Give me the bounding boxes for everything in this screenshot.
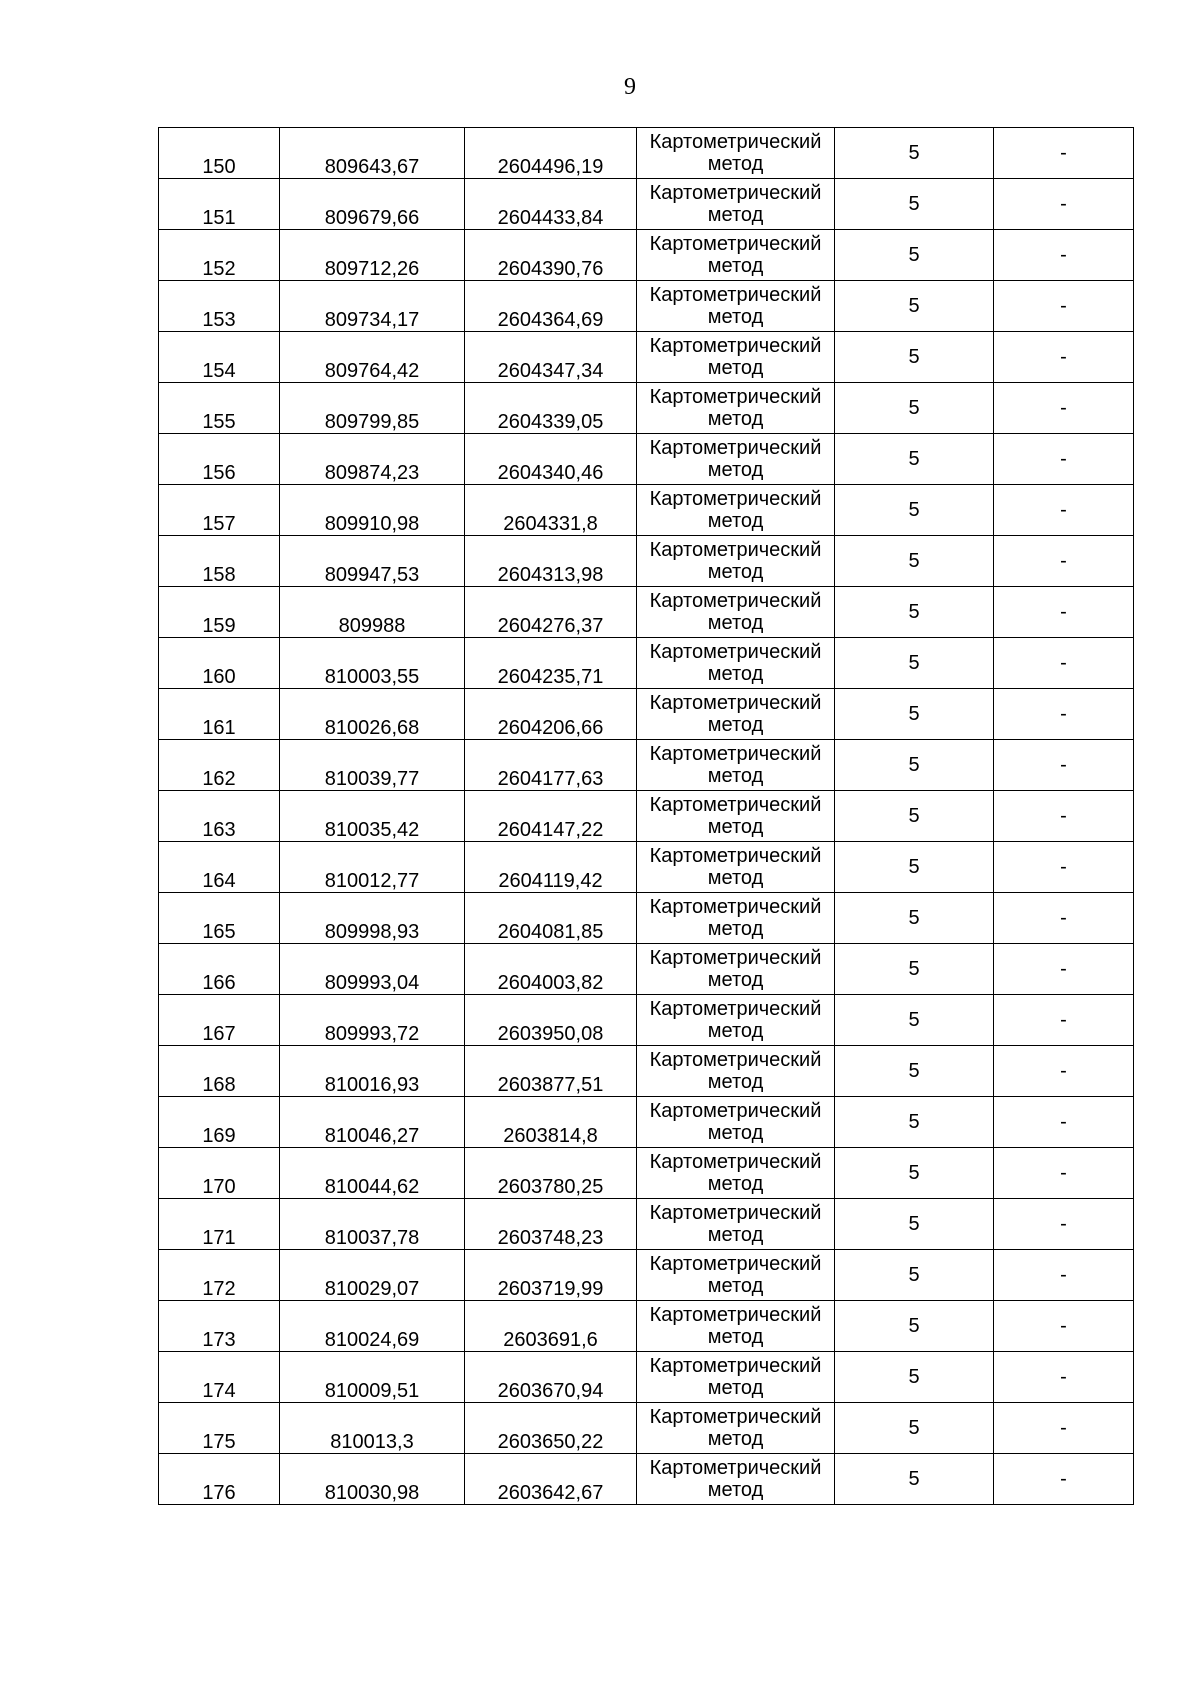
method-line-1: Картометрический [649, 1457, 822, 1479]
method-line-1: Картометрический [649, 641, 822, 663]
description-cell: - [994, 944, 1134, 995]
x-coordinate-cell: 810044,62 [280, 1148, 465, 1199]
point-number-cell: 167 [159, 995, 280, 1046]
method-line-1: Картометрический [649, 1253, 822, 1275]
description-cell: - [994, 1250, 1134, 1301]
y-coordinate-cell: 2603950,08 [465, 995, 637, 1046]
x-coordinate-cell: 810026,68 [280, 689, 465, 740]
table-row [159, 944, 1134, 995]
y-coordinate-cell: 2603748,23 [465, 1199, 637, 1250]
y-coordinate-cell: 2604390,76 [465, 230, 637, 281]
table-row [159, 1403, 1134, 1454]
description-cell: - [994, 995, 1134, 1046]
x-coordinate-cell: 810029,07 [280, 1250, 465, 1301]
method-line-2: метод [707, 1428, 764, 1450]
table-row [159, 1097, 1134, 1148]
accuracy-cell: 5 [835, 740, 994, 791]
x-coordinate-cell: 809734,17 [280, 281, 465, 332]
method-line-1: Картометрический [649, 182, 822, 204]
method-cell [637, 536, 835, 587]
method-cell [637, 638, 835, 689]
description-cell: - [994, 1301, 1134, 1352]
method-line-1: Картометрический [649, 692, 822, 714]
x-coordinate-cell: 810003,55 [280, 638, 465, 689]
y-coordinate-cell: 2604081,85 [465, 893, 637, 944]
table-row [159, 485, 1134, 536]
table-row [159, 230, 1134, 281]
page-number: 9 [624, 74, 636, 100]
method-line-2: метод [707, 459, 764, 481]
y-coordinate-cell: 2603877,51 [465, 1046, 637, 1097]
accuracy-cell: 5 [835, 638, 994, 689]
accuracy-cell: 5 [835, 434, 994, 485]
description-cell: - [994, 230, 1134, 281]
accuracy-cell: 5 [835, 1454, 994, 1505]
description-cell: - [994, 842, 1134, 893]
description-cell: - [994, 1454, 1134, 1505]
description-cell: - [994, 638, 1134, 689]
method-cell [637, 1352, 835, 1403]
point-number-cell: 166 [159, 944, 280, 995]
x-coordinate-cell: 809712,26 [280, 230, 465, 281]
x-coordinate-cell: 810016,93 [280, 1046, 465, 1097]
method-cell [637, 893, 835, 944]
method-line-1: Картометрический [649, 539, 822, 561]
accuracy-cell: 5 [835, 1199, 994, 1250]
y-coordinate-cell: 2603650,22 [465, 1403, 637, 1454]
method-line-2: метод [707, 612, 764, 634]
point-number-cell: 170 [159, 1148, 280, 1199]
x-coordinate-cell: 809993,72 [280, 995, 465, 1046]
accuracy-cell: 5 [835, 383, 994, 434]
y-coordinate-cell: 2604433,84 [465, 179, 637, 230]
table-row [159, 1352, 1134, 1403]
method-cell [637, 1148, 835, 1199]
table-row [159, 1199, 1134, 1250]
table-row [159, 1046, 1134, 1097]
description-cell: - [994, 1403, 1134, 1454]
description-cell: - [994, 332, 1134, 383]
method-line-1: Картометрический [649, 998, 822, 1020]
coordinates-table [158, 127, 1134, 1505]
method-line-2: метод [707, 969, 764, 991]
method-line-2: метод [707, 1173, 764, 1195]
method-line-1: Картометрический [649, 896, 822, 918]
method-line-2: метод [707, 1275, 764, 1297]
point-number-cell: 174 [159, 1352, 280, 1403]
x-coordinate-cell: 809993,04 [280, 944, 465, 995]
method-line-1: Картометрический [649, 131, 822, 153]
y-coordinate-cell: 2603719,99 [465, 1250, 637, 1301]
method-cell [637, 1199, 835, 1250]
method-line-2: метод [707, 408, 764, 430]
description-cell: - [994, 281, 1134, 332]
x-coordinate-cell: 810030,98 [280, 1454, 465, 1505]
x-coordinate-cell: 809643,67 [280, 128, 465, 179]
method-cell [637, 179, 835, 230]
description-cell: - [994, 485, 1134, 536]
accuracy-cell: 5 [835, 230, 994, 281]
y-coordinate-cell: 2603814,8 [465, 1097, 637, 1148]
method-cell [637, 1454, 835, 1505]
method-line-2: метод [707, 867, 764, 889]
accuracy-cell: 5 [835, 485, 994, 536]
method-cell [637, 281, 835, 332]
table-row [159, 1148, 1134, 1199]
method-cell [637, 995, 835, 1046]
y-coordinate-cell: 2604147,22 [465, 791, 637, 842]
x-coordinate-cell: 810024,69 [280, 1301, 465, 1352]
method-line-2: метод [707, 204, 764, 226]
method-line-2: метод [707, 1377, 764, 1399]
y-coordinate-cell: 2604119,42 [465, 842, 637, 893]
table-row [159, 128, 1134, 179]
description-cell: - [994, 791, 1134, 842]
y-coordinate-cell: 2603670,94 [465, 1352, 637, 1403]
x-coordinate-cell: 810037,78 [280, 1199, 465, 1250]
accuracy-cell: 5 [835, 1148, 994, 1199]
accuracy-cell: 5 [835, 689, 994, 740]
method-line-1: Картометрический [649, 284, 822, 306]
x-coordinate-cell: 810013,3 [280, 1403, 465, 1454]
method-line-1: Картометрический [649, 335, 822, 357]
y-coordinate-cell: 2603691,6 [465, 1301, 637, 1352]
point-number-cell: 175 [159, 1403, 280, 1454]
point-number-cell: 171 [159, 1199, 280, 1250]
method-cell [637, 434, 835, 485]
method-line-1: Картометрический [649, 1049, 822, 1071]
point-number-cell: 155 [159, 383, 280, 434]
x-coordinate-cell: 809947,53 [280, 536, 465, 587]
method-line-1: Картометрический [649, 1406, 822, 1428]
point-number-cell: 157 [159, 485, 280, 536]
method-line-1: Картометрический [649, 794, 822, 816]
description-cell: - [994, 893, 1134, 944]
method-line-2: метод [707, 1224, 764, 1246]
table-row [159, 995, 1134, 1046]
accuracy-cell: 5 [835, 1097, 994, 1148]
method-line-1: Картометрический [649, 1100, 822, 1122]
table-row [159, 689, 1134, 740]
method-cell [637, 791, 835, 842]
accuracy-cell: 5 [835, 1352, 994, 1403]
method-cell [637, 1097, 835, 1148]
table-row [159, 791, 1134, 842]
method-line-1: Картометрический [649, 845, 822, 867]
method-line-2: метод [707, 1326, 764, 1348]
point-number-cell: 154 [159, 332, 280, 383]
method-line-2: метод [707, 816, 764, 838]
point-number-cell: 158 [159, 536, 280, 587]
accuracy-cell: 5 [835, 128, 994, 179]
point-number-cell: 164 [159, 842, 280, 893]
table-row [159, 1250, 1134, 1301]
method-cell [637, 740, 835, 791]
table-row [159, 332, 1134, 383]
method-cell [637, 1046, 835, 1097]
method-cell [637, 128, 835, 179]
y-coordinate-cell: 2604364,69 [465, 281, 637, 332]
table-row [159, 893, 1134, 944]
y-coordinate-cell: 2603642,67 [465, 1454, 637, 1505]
table-row [159, 536, 1134, 587]
method-line-2: метод [707, 1020, 764, 1042]
method-line-2: метод [707, 1122, 764, 1144]
description-cell: - [994, 1148, 1134, 1199]
method-line-1: Картометрический [649, 1355, 822, 1377]
table-row [159, 1301, 1134, 1352]
description-cell: - [994, 128, 1134, 179]
description-cell: - [994, 1046, 1134, 1097]
method-line-1: Картометрический [649, 386, 822, 408]
accuracy-cell: 5 [835, 536, 994, 587]
method-line-1: Картометрический [649, 437, 822, 459]
method-line-1: Картометрический [649, 1202, 822, 1224]
point-number-cell: 151 [159, 179, 280, 230]
method-cell [637, 689, 835, 740]
x-coordinate-cell: 809679,66 [280, 179, 465, 230]
table-body [159, 128, 1134, 1505]
method-cell [637, 587, 835, 638]
y-coordinate-cell: 2604235,71 [465, 638, 637, 689]
point-number-cell: 159 [159, 587, 280, 638]
x-coordinate-cell: 810009,51 [280, 1352, 465, 1403]
point-number-cell: 163 [159, 791, 280, 842]
table-row [159, 179, 1134, 230]
table-row [159, 842, 1134, 893]
method-line-1: Картометрический [649, 590, 822, 612]
x-coordinate-cell: 809998,93 [280, 893, 465, 944]
method-line-2: метод [707, 153, 764, 175]
x-coordinate-cell: 809874,23 [280, 434, 465, 485]
description-cell: - [994, 1097, 1134, 1148]
point-number-cell: 162 [159, 740, 280, 791]
method-line-1: Картометрический [649, 1151, 822, 1173]
accuracy-cell: 5 [835, 587, 994, 638]
method-line-1: Картометрический [649, 233, 822, 255]
description-cell: - [994, 383, 1134, 434]
point-number-cell: 172 [159, 1250, 280, 1301]
table-row [159, 434, 1134, 485]
description-cell: - [994, 1352, 1134, 1403]
point-number-cell: 168 [159, 1046, 280, 1097]
x-coordinate-cell: 809910,98 [280, 485, 465, 536]
y-coordinate-cell: 2604276,37 [465, 587, 637, 638]
description-cell: - [994, 587, 1134, 638]
point-number-cell: 165 [159, 893, 280, 944]
accuracy-cell: 5 [835, 842, 994, 893]
method-line-1: Картометрический [649, 947, 822, 969]
method-cell [637, 1301, 835, 1352]
accuracy-cell: 5 [835, 179, 994, 230]
y-coordinate-cell: 2603780,25 [465, 1148, 637, 1199]
accuracy-cell: 5 [835, 281, 994, 332]
accuracy-cell: 5 [835, 791, 994, 842]
point-number-cell: 152 [159, 230, 280, 281]
method-cell [637, 332, 835, 383]
method-line-1: Картометрический [649, 1304, 822, 1326]
table-row [159, 1454, 1134, 1505]
point-number-cell: 156 [159, 434, 280, 485]
point-number-cell: 161 [159, 689, 280, 740]
description-cell: - [994, 740, 1134, 791]
y-coordinate-cell: 2604206,66 [465, 689, 637, 740]
method-line-2: метод [707, 306, 764, 328]
x-coordinate-cell: 809799,85 [280, 383, 465, 434]
x-coordinate-cell: 810012,77 [280, 842, 465, 893]
x-coordinate-cell: 809988 [280, 587, 465, 638]
point-number-cell: 173 [159, 1301, 280, 1352]
method-line-2: метод [707, 561, 764, 583]
description-cell: - [994, 179, 1134, 230]
table-row [159, 587, 1134, 638]
method-cell [637, 485, 835, 536]
accuracy-cell: 5 [835, 944, 994, 995]
method-line-2: метод [707, 1479, 764, 1501]
accuracy-cell: 5 [835, 995, 994, 1046]
point-number-cell: 160 [159, 638, 280, 689]
method-line-2: метод [707, 357, 764, 379]
x-coordinate-cell: 810039,77 [280, 740, 465, 791]
x-coordinate-cell: 810035,42 [280, 791, 465, 842]
method-line-2: метод [707, 714, 764, 736]
y-coordinate-cell: 2604177,63 [465, 740, 637, 791]
y-coordinate-cell: 2604340,46 [465, 434, 637, 485]
point-number-cell: 150 [159, 128, 280, 179]
method-line-2: метод [707, 255, 764, 277]
table-row [159, 638, 1134, 689]
method-line-1: Картометрический [649, 488, 822, 510]
point-number-cell: 176 [159, 1454, 280, 1505]
description-cell: - [994, 536, 1134, 587]
x-coordinate-cell: 810046,27 [280, 1097, 465, 1148]
y-coordinate-cell: 2604003,82 [465, 944, 637, 995]
method-cell [637, 1250, 835, 1301]
y-coordinate-cell: 2604496,19 [465, 128, 637, 179]
method-line-2: метод [707, 663, 764, 685]
x-coordinate-cell: 809764,42 [280, 332, 465, 383]
description-cell: - [994, 434, 1134, 485]
y-coordinate-cell: 2604339,05 [465, 383, 637, 434]
accuracy-cell: 5 [835, 1046, 994, 1097]
method-cell [637, 944, 835, 995]
accuracy-cell: 5 [835, 332, 994, 383]
accuracy-cell: 5 [835, 893, 994, 944]
point-number-cell: 153 [159, 281, 280, 332]
y-coordinate-cell: 2604313,98 [465, 536, 637, 587]
y-coordinate-cell: 2604331,8 [465, 485, 637, 536]
method-line-2: метод [707, 1071, 764, 1093]
method-line-2: метод [707, 765, 764, 787]
y-coordinate-cell: 2604347,34 [465, 332, 637, 383]
method-cell [637, 230, 835, 281]
method-cell [637, 383, 835, 434]
method-line-2: метод [707, 918, 764, 940]
method-line-2: метод [707, 510, 764, 532]
accuracy-cell: 5 [835, 1301, 994, 1352]
accuracy-cell: 5 [835, 1403, 994, 1454]
table-row [159, 383, 1134, 434]
description-cell: - [994, 689, 1134, 740]
table-row [159, 740, 1134, 791]
method-cell [637, 1403, 835, 1454]
description-cell: - [994, 1199, 1134, 1250]
method-cell [637, 842, 835, 893]
table-row [159, 281, 1134, 332]
point-number-cell: 169 [159, 1097, 280, 1148]
accuracy-cell: 5 [835, 1250, 994, 1301]
method-line-1: Картометрический [649, 743, 822, 765]
